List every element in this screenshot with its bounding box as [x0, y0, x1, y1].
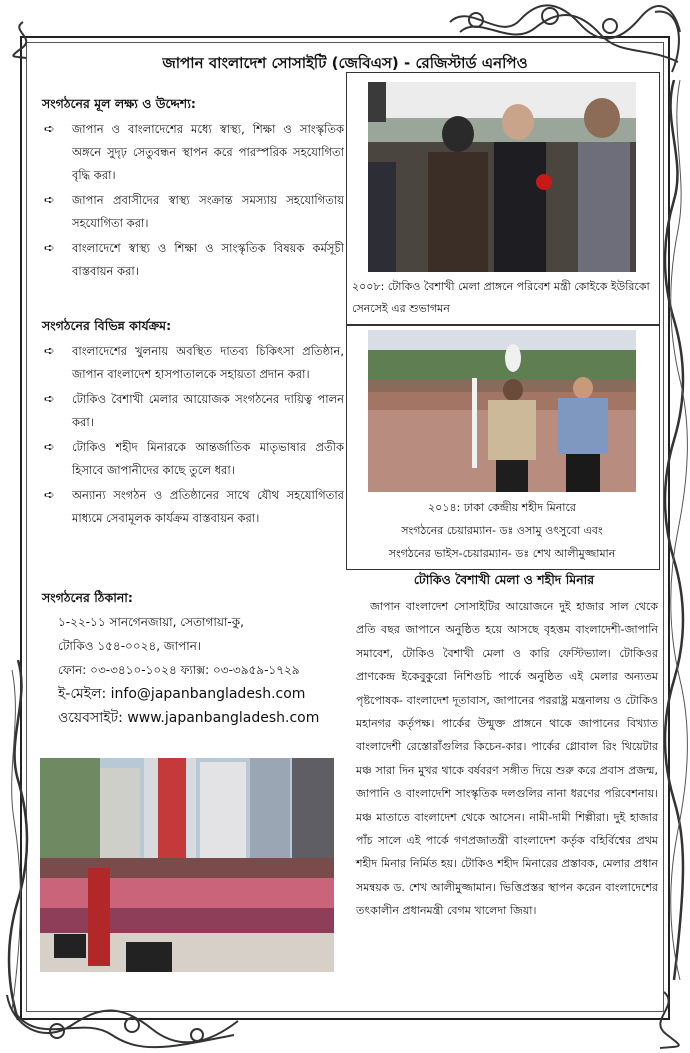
- goals-heading: সংগঠনের মূল লক্ষ্য ও উদ্দেশ্য:: [42, 96, 196, 111]
- arrow-bullet-icon: ➪: [44, 193, 55, 208]
- photo-caption-1: ২০০৮: টোকিও বৈশাখী মেলা প্রাঙ্গনে পরিবেশ মন্ত্রী কোইকে ইউরিকো সেনসেই এর শুভাগমন: [352, 280, 650, 315]
- list-item: ➪ জাপান প্রবাসীদের স্বাস্থ্য সংক্রান্ত সমস্যায় সহযোগিতায় সহযোগিতা করা।: [44, 189, 344, 235]
- list-item: ➪ অন্যান্য সংগঠন ও প্রতিষ্ঠানের সাথে যৌথ সহযোগিতার মাধ্যমে সেবামূলক কার্যক্রম বাস্তবায়ন করা।: [44, 484, 344, 530]
- address-line: টোকিও ১৫৪-০০২৪, জাপান।: [58, 639, 202, 653]
- arrow-bullet-icon: ➪: [44, 241, 55, 256]
- side-ornament-left: [4, 660, 32, 1020]
- minister-visit-photo: [368, 82, 636, 272]
- arrow-bullet-icon: ➪: [44, 440, 55, 455]
- corner-ornament-bottom-left: [2, 985, 242, 1051]
- arrow-bullet-icon: ➪: [44, 488, 55, 503]
- festival-crowd-photo: [40, 758, 334, 972]
- list-item: ➪ টোকিও বৈশাখী মেলার আয়োজক সংগঠনের দায়িত্ব পালন করা।: [44, 388, 344, 434]
- activities-heading: সংগঠনের বিভিন্ন কার্যক্রম:: [42, 318, 172, 333]
- photo-caption-2: ২০১৪: ঢাকা কেন্দ্রীয় শহীদ মিনারে সংগঠনের চেয়ারম্যান- ডঃ ওসামু ওৎসুবো এবং সংগঠনের ভাইস-চেয়ারম্যান- ডঃ শেখ আলীমুজ্জামান: [388, 501, 616, 560]
- address-block: [58, 610, 348, 730]
- phone-fax: ফোন: ০৩-৩৪১০-১০২৪ ফ্যাক্স: ০৩-৩৯৫৯-১৭২৯: [58, 663, 300, 677]
- list-item: ➪ জাপান ও বাংলাদেশের মধ্যে স্বাস্থ্য, শিক্ষা ও সাংস্কৃতিক অঙ্গনে সুদৃঢ় সেতুবন্ধন স্থাপন করে পারস্পরিক সহযোগিতা বৃদ্ধি করা।: [44, 118, 344, 187]
- list-item: ➪ টোকিও শহীদ মিনারকে আন্তর্জাতিক মাতৃভাষার প্রতীক হিসাবে জাপানীদের কাছে তুলে ধরা।: [44, 436, 344, 482]
- list-item: ➪ বাংলাদেশের খুলনায় অবস্থিত দাতব্য চিকিৎসা প্রতিষ্ঠান, জাপান বাংলাদেশ হাসপাতালকে সহায়তা প্রদান করা।: [44, 340, 344, 386]
- side-ornament-right: [660, 80, 688, 980]
- article-body: জাপান বাংলাদেশ সোসাইটির আয়োজনে দুই হাজার সাল থেকে প্রতি বছর জাপানে অনুষ্ঠিত হয়ে আসছে বৃহত্তম বাংলাদেশী-জাপানি সমাবেশ, টোকিও বৈশাখী মেলা ও কারি ফেস্টিভ্যাল। টোকিওর প্রাণকেন্দ্র ইকেবুকুরো নিশিগুচি পার্কে অনুষ্ঠিত এই মেলার অন্যতম পৃষ্টপোষক- বাংলাদেশ দূতাবাস, জাপানের পররাষ্ট্র মন্ত্রনালয় ও টোকিও মহানগর কর্তৃপক্ষ। পার্কের উন্মুক্ত প্রাঙ্গনে থাকে জাপানের বিখ্যাত বাংলাদেশী রেস্তোরাঁগুলির কিচেন-কার। পার্কের গ্লোবাল রিং থিয়েটার মঞ্চ সারা দিন মুখর থাকে বর্ষবরণ সঙ্গীত দিয়ে শুরু করে প্রবাস প্রজন্ম, জাপানি ও বাংলাদেশি সাংস্কৃতিক দলগুলির নানা ধরণের পরিবেশনায়। মঞ্চ মাতাতে বাংলাদেশ থেকে আসেন। নামী-দামী শিল্পীরা। দুই হাজার পাঁচ সালে এই পার্কে গণপ্রজাতন্ত্রী বাংলাদেশ কর্তৃক বহির্বিশ্বের প্রথম শহীদ মিনার নির্মিত হয়। টোকিও শহীদ মিনারের প্রস্তাবক, মেলার প্রধান সমন্বয়ক ড. শেখ আলীমুজ্জামান। ভিত্তিপ্রস্তর স্থাপন করেন বাংলাদেশের তৎকালীন প্রধানমন্ত্রী বেগম খালেদা জিয়া।: [356, 600, 658, 918]
- shaheed-minar-photo: [368, 330, 636, 492]
- website-address: ওয়েবসাইট: www.japanbangladesh.com: [58, 710, 320, 726]
- goals-list: [44, 118, 344, 285]
- address-line: ১-২২-১১ সানগেনজায়া, সেতাগায়া-কু,: [58, 615, 244, 629]
- page-title: জাপান বাংলাদেশ সোসাইটি (জেবিএস) - রেজিস্টার্ড এনপিও: [162, 54, 528, 72]
- list-item: ➪ বাংলাদেশে স্বাস্থ্য ও শিক্ষা ও সাংস্কৃতিক বিষয়ক কর্মসূচী বাস্তবায়ন করা।: [44, 237, 344, 283]
- arrow-bullet-icon: ➪: [44, 392, 55, 407]
- activities-list: [44, 340, 344, 532]
- address-heading: সংগঠনের ঠিকানা:: [42, 590, 133, 605]
- article-title: টোকিও বৈশাখী মেলা ও শহীদ মিনার: [413, 572, 595, 587]
- arrow-bullet-icon: ➪: [44, 344, 55, 359]
- email-address: ই-মেইল: info@japanbangladesh.com: [58, 686, 306, 702]
- arrow-bullet-icon: ➪: [44, 122, 55, 137]
- corner-ornament-bottom-right: [640, 990, 688, 1050]
